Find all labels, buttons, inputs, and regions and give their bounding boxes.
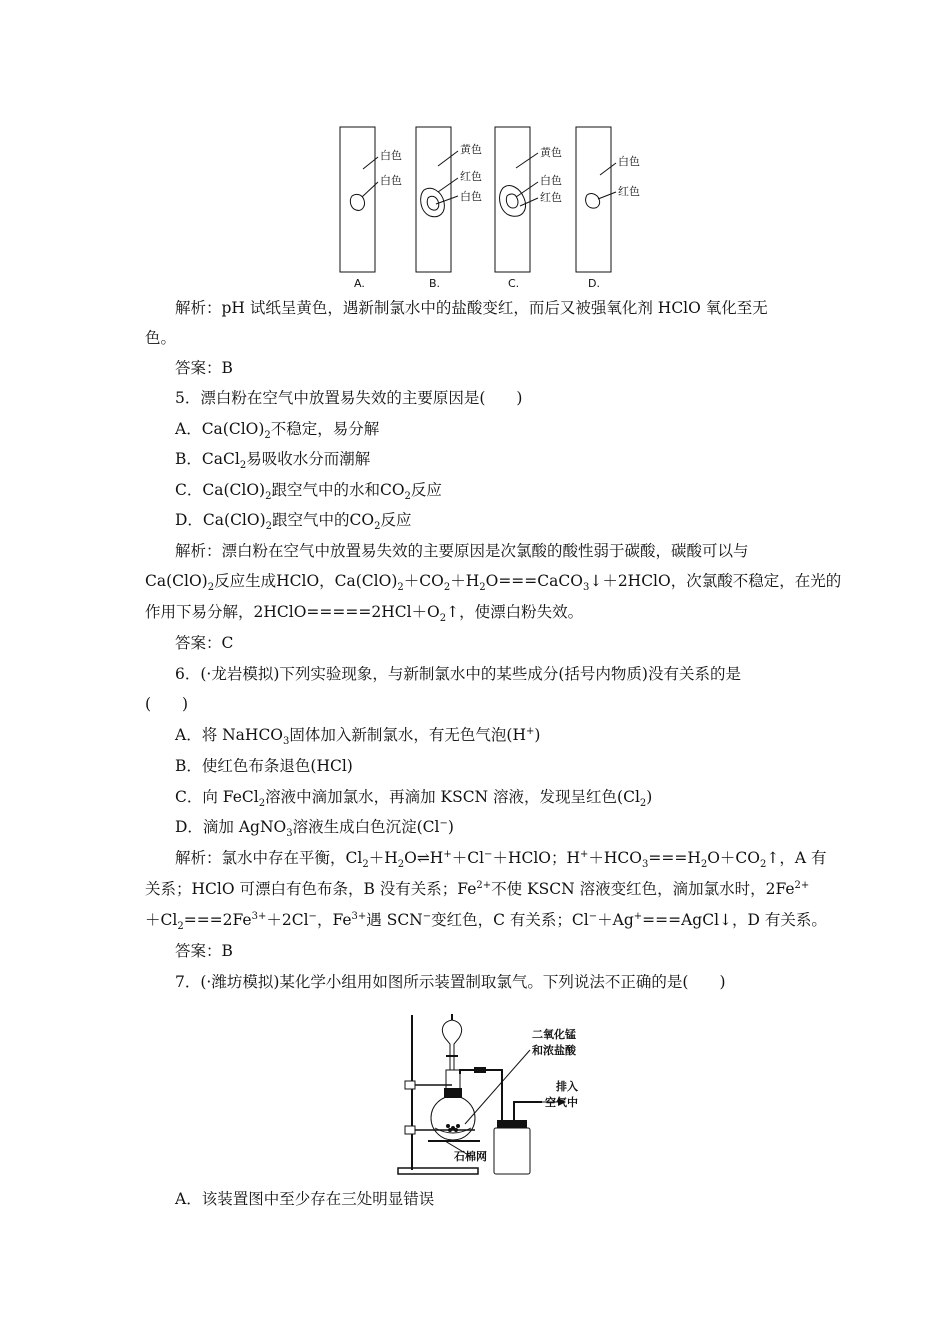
q6-option-c: C．向 FeCl$_2$溶液中滴加氯水，再滴加 KSCN 溶液，发现呈红色$(Cl_2)$ [175, 788, 653, 810]
q5-option-b: B．CaCl$_2$易吸收水分而潮解 [175, 450, 371, 472]
label-asbestos-gauze: 石棉网 [454, 1150, 487, 1163]
q6-option-a: A．将 NaHCO$_3$固体加入新制氯水，有无色气泡(H+) [175, 725, 541, 748]
q5-stem: 5．漂白粉在空气中放置易失效的主要原因是( ) [175, 389, 523, 407]
label-reagent-line-1: 二氧化锰 [532, 1028, 576, 1041]
q5-analysis-line-3: 作用下易分解，$2HClO=====2HCl+O_2↑$，使漂白粉失效。 [145, 603, 584, 625]
q6-analysis-line-3: $+Cl_2===2Fe^{3+}+2Cl^-$，$Fe^{3+}$遇 SCN−变红色，C 有关系；Cl−＋Ag+===AgCl↓，D 有关系。 [145, 910, 827, 933]
strip-d-label-2: 红色 [618, 185, 640, 198]
strip-c-letter: C. [508, 277, 520, 290]
strip-c-label-2: 白色 [540, 174, 562, 187]
q6-answer: 答案：B [175, 942, 233, 960]
q5-option-c: C．$Ca(ClO)_2$跟空气中的水和$CO_2$反应 [175, 481, 442, 503]
q5-option-a: A．$Ca(ClO)_2$不稳定，易分解 [175, 420, 380, 442]
q4-analysis-line-1: 解析：pH 试纸呈黄色，遇新制氯水中的盐酸变红，而后又被强氧化剂 HClO 氧化至无 [175, 299, 768, 317]
strip-c-label-3: 红色 [540, 191, 562, 204]
strip-a-label-2: 白色 [380, 174, 402, 187]
strip-b-label-2: 红色 [460, 170, 482, 183]
strip-d-letter: D. [588, 277, 600, 290]
q6-stem-line-2: ( ) [145, 695, 189, 713]
q7-option-a: A．该装置图中至少存在三处明显错误 [175, 1190, 435, 1208]
strip-b-letter: B. [429, 277, 441, 290]
label-exhaust-line-1: 排入 [556, 1080, 578, 1093]
strip-c [495, 127, 562, 290]
q4-answer: 答案：B [175, 359, 233, 377]
q6-analysis-line-1: 解析：氯水中存在平衡，$Cl_2+H_2O\rightleftharpoons H^++Cl^-+HClO$；$H^++HCO_3===H_2O+CO_2↑$，A 有 [175, 848, 827, 871]
label-reagent-line-2: 和浓盐酸 [532, 1044, 576, 1057]
ph-strip-figure [330, 120, 640, 295]
chlorine-apparatus-figure [390, 1010, 610, 1180]
strip-b-label-3: 白色 [460, 190, 482, 203]
q6-stem-line-1: 6．(·龙岩模拟)下列实验现象，与新制氯水中的某些成分(括号内物质)没有关系的是 [175, 665, 741, 683]
strip-b-label-1: 黄色 [460, 143, 482, 156]
strip-d-label-1: 白色 [618, 155, 640, 168]
q5-answer: 答案：C [175, 634, 234, 652]
strip-a-label-1: 白色 [380, 149, 402, 162]
emphasis-dot-text: 不 [604, 973, 621, 991]
q5-analysis-line-1: 解析：漂白粉在空气中放置易失效的主要原因是次氯酸的酸性弱于碳酸，碳酸可以与 [175, 542, 749, 560]
strip-a [340, 127, 402, 290]
q6-analysis-line-2: 关系；HClO 可漂白有色布条，B 没有关系；$Fe^{2+}$不使 KSCN 溶液变红色，滴加氯水时，$2Fe^{2+}$ [145, 879, 810, 898]
q5-analysis-line-2: $Ca(ClO)_2$反应生成HClO，$Ca(ClO)_2+CO_2+H_2O===CaCO_3↓+2HClO$，次氯酸不稳定，在光的 [145, 572, 842, 594]
q6-option-b: B．使红色布条退色(HCl) [175, 757, 353, 775]
q5-option-d: D．$Ca(ClO)_2$跟空气中的$CO_2$反应 [175, 511, 412, 533]
strip-b [416, 127, 482, 290]
label-exhaust-line-2: 空气中 [545, 1096, 578, 1109]
q6-option-d: D．滴加 AgNO$_3$溶液生成白色沉淀(Cl−) [175, 817, 454, 840]
q4-analysis-line-2: 色。 [145, 329, 177, 347]
strip-c-label-1: 黄色 [540, 146, 562, 159]
q7-stem: 7．(·潍坊模拟)某化学小组用如图所示装置制取氯气。下列说法不正确的是( ) [175, 973, 726, 991]
strip-d [576, 127, 640, 290]
strip-a-letter: A. [354, 277, 365, 290]
